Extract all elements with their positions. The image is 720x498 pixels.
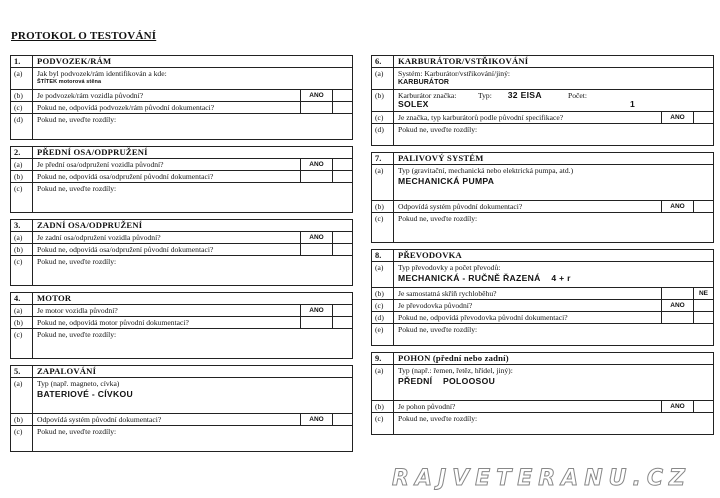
question-text: Typ převodovky a počet převodů:	[398, 263, 501, 272]
answer-box[interactable]	[693, 300, 713, 311]
form-row: (c) Pokud ne, uveďte rozdíly:	[11, 256, 352, 286]
question-text: Typ (např. magneto, cívka)	[37, 379, 120, 388]
form-row: (b) Odpovídá systém původní dokumentaci? ANO	[11, 414, 352, 426]
question-text: Systém: Karburátor/vstřikování/jiný:	[398, 69, 510, 78]
section-heading: 5. ZAPALOVÁNÍ	[11, 366, 352, 378]
answer-box[interactable]: ANO	[300, 159, 332, 170]
field-label: Typ:	[478, 91, 492, 100]
form-row: (b) Je samostatná skříň rychloběhu? NE	[372, 288, 713, 300]
question-text: Jak byl podvozek/rám identifikován a kde:	[37, 69, 167, 78]
answer-box[interactable]: ANO	[661, 401, 693, 412]
question-text: Typ (např.: řemen, řetěz, hřídel, jiný):	[398, 366, 513, 375]
section-heading: 1. PODVOZEK/RÁM	[11, 56, 352, 68]
answer-box[interactable]	[332, 171, 352, 182]
form-row: (c) Pokud ne, uveďte rozdíly:	[372, 213, 713, 243]
left-column	[10, 55, 353, 452]
form-row: (d) Pokud ne, uveďte rozdíly:	[11, 114, 352, 140]
section-motor	[10, 292, 353, 359]
form-row-carburettor: (b) Karburátor značka: SOLEX Typ: 32 EISA Počet: 1	[372, 90, 713, 112]
answer-box[interactable]: ANO	[661, 112, 693, 123]
section-prevodovka	[371, 249, 714, 346]
answer-box[interactable]: ANO	[661, 300, 693, 311]
section-palivovy-system	[371, 152, 714, 243]
form-row: (c) Pokud ne, uveďte rozdíly:	[11, 183, 352, 213]
answer-box[interactable]	[332, 317, 352, 328]
form-row: (c) Je značka, typ karburátorů podle původní specifikace? ANO	[372, 112, 713, 124]
section-heading: 3. ZADNÍ OSA/ODPRUŽENÍ	[11, 220, 352, 232]
form-row: (a) Systém: Karburátor/vstřikování/jiný: KARBURÁTOR	[372, 68, 713, 90]
form-row: (b) Pokud ne, odpovídá osa/odpružení původní dokumentaci?	[11, 171, 352, 183]
answer-value[interactable]: PŘEDNÍ POLOOSOU	[398, 376, 496, 386]
answer-value[interactable]: MECHANICKÁ - RUČNĚ ŘAZENÁ 4 + r	[398, 273, 571, 283]
question-text: Typ (gravitační, mechanická nebo elektrická pumpa, atd.)	[398, 166, 574, 175]
watermark: RAJVETERANU.CZ	[392, 466, 691, 491]
answer-box[interactable]	[300, 317, 332, 328]
answer-value[interactable]: ŠTÍTEK motorová stěna	[37, 79, 102, 85]
answer-box[interactable]	[661, 312, 693, 323]
section-heading: 2. PŘEDNÍ OSA/ODPRUŽENÍ	[11, 147, 352, 159]
answer-box[interactable]	[693, 112, 713, 123]
answer-box[interactable]: ANO	[661, 201, 693, 212]
section-pohon	[371, 352, 714, 435]
answer-box[interactable]	[661, 288, 693, 299]
answer-box[interactable]: ANO	[300, 232, 332, 243]
section-heading: 6. KARBURÁTOR/VSTŘIKOVÁNÍ	[372, 56, 713, 68]
section-heading: 8. PŘEVODOVKA	[372, 250, 713, 262]
answer-box[interactable]	[332, 244, 352, 255]
answer-box[interactable]: ANO	[300, 90, 332, 101]
form-row: (b) Pokud ne, odpovídá motor původní dokumentaci?	[11, 317, 352, 329]
answer-box[interactable]: NE	[693, 288, 713, 299]
form-row: (a) Typ (např.: řemen, řetěz, hřídel, jiný): PŘEDNÍ POLOOSOU	[372, 365, 713, 401]
section-zapalovani	[10, 365, 353, 452]
form-row: (a) Typ převodovky a počet převodů: MECHANICKÁ - RUČNĚ ŘAZENÁ 4 + r	[372, 262, 713, 288]
form-row: (a) Typ (např. magneto, cívka) BATERIOVÉ - CÍVKOU	[11, 378, 352, 414]
right-column	[371, 55, 714, 435]
carb-brand-value[interactable]: SOLEX	[398, 99, 429, 109]
answer-box[interactable]	[693, 401, 713, 412]
section-heading: 4. MOTOR	[11, 293, 352, 305]
answer-value[interactable]: MECHANICKÁ PUMPA	[398, 176, 495, 186]
form-row: (c) Je převodovka původní? ANO	[372, 300, 713, 312]
answer-value[interactable]: BATERIOVÉ - CÍVKOU	[37, 389, 133, 399]
form-row: (d) Pokud ne, uveďte rozdíly:	[372, 124, 713, 146]
answer-box[interactable]: ANO	[300, 414, 332, 425]
field-label: Karburátor značka:	[398, 91, 457, 100]
form-row: (b) Pokud ne, odpovídá osa/odpružení původní dokumentaci?	[11, 244, 352, 256]
section-heading: 9. POHON (přední nebo zadní)	[372, 353, 713, 365]
form-row: (c) Pokud ne, uveďte rozdíly:	[372, 413, 713, 435]
answer-box[interactable]	[693, 201, 713, 212]
answer-value[interactable]: KARBURÁTOR	[398, 79, 450, 86]
form-row: (b) Odpovídá systém původní dokumentaci? ANO	[372, 201, 713, 213]
section-zadni-osa	[10, 219, 353, 286]
answer-box[interactable]	[332, 102, 352, 113]
answer-box[interactable]	[332, 414, 352, 425]
answer-box[interactable]	[300, 171, 332, 182]
form-row: (a) Jak byl podvozek/rám identifikován a kde: ŠTÍTEK motorová stěna	[11, 68, 352, 90]
answer-box[interactable]	[332, 90, 352, 101]
document-title: PROTOKOL O TESTOVÁNÍ	[11, 30, 157, 42]
answer-box[interactable]	[300, 244, 332, 255]
section-karburator	[371, 55, 714, 146]
form-row: (b) Je podvozek/rám vozidla původní? ANO	[11, 90, 352, 102]
form-row: (d) Pokud ne, odpovídá převodovka původní dokumentaci?	[372, 312, 713, 324]
form-row: (a) Je přední osa/odpružení vozidla původní? ANO	[11, 159, 352, 171]
answer-box[interactable]	[332, 159, 352, 170]
form-row: (b) Je pohon původní? ANO	[372, 401, 713, 413]
field-label: Počet:	[568, 91, 587, 100]
form-row: (c) Pokud ne, uveďte rozdíly:	[11, 329, 352, 359]
form-row: (e) Pokud ne, uveďte rozdíly:	[372, 324, 713, 346]
form-row: (a) Je motor vozidla původní? ANO	[11, 305, 352, 317]
form-row: (a) Typ (gravitační, mechanická nebo elektrická pumpa, atd.) MECHANICKÁ PUMPA	[372, 165, 713, 201]
section-heading: 7. PALIVOVÝ SYSTÉM	[372, 153, 713, 165]
section-podvozek	[10, 55, 353, 140]
answer-box[interactable]	[332, 305, 352, 316]
answer-box[interactable]: ANO	[300, 305, 332, 316]
answer-box[interactable]	[332, 232, 352, 243]
section-predni-osa	[10, 146, 353, 213]
form-row: (c) Pokud ne, odpovídá podvozek/rám původní dokumentaci?	[11, 102, 352, 114]
answer-box[interactable]	[300, 102, 332, 113]
carb-count-value[interactable]: 1	[630, 99, 636, 109]
carb-type-value[interactable]: 32 EISA	[507, 90, 542, 100]
answer-box[interactable]	[693, 312, 713, 323]
form-row: (c) Pokud ne, uveďte rozdíly:	[11, 426, 352, 452]
form-row: (a) Je zadní osa/odpružení vozidla původní? ANO	[11, 232, 352, 244]
